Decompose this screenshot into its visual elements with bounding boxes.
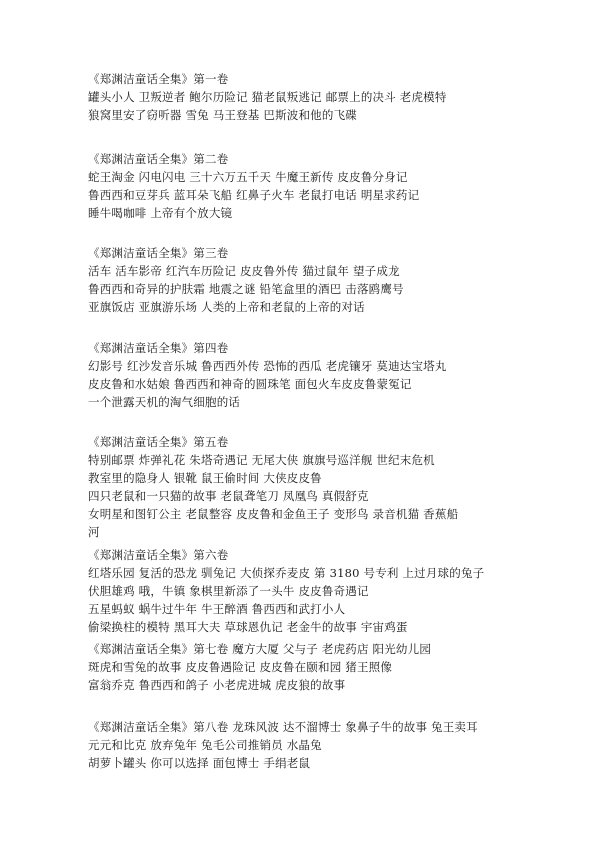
volume-2-line: 鲁西西和豆芽兵 蓝耳朵飞船 红鼻子火车 老鼠打电话 明星求药记 xyxy=(88,188,420,202)
volume-3-heading: 《郑渊洁童话全集》第三卷 xyxy=(88,246,229,260)
volume-4-line: 皮皮鲁和水姑娘 鲁西西和神奇的圆珠笔 面包火车皮皮鲁蒙冤记 xyxy=(88,377,412,391)
volume-5-line: 教室里的隐身人 银靴 鼠王偷时间 大侠皮皮鲁 xyxy=(88,471,322,485)
volume-7-heading: 《郑渊洁童话全集》第七卷 魔方大厦 父与子 老虎药店 阳光幼儿园 xyxy=(88,642,432,656)
volume-6-line: 伏胆雄鸡 哦，牛镇 象棋里新添了一头牛 皮皮鲁奇遇记 xyxy=(88,584,369,598)
volume-1-line: 狼窝里安了窃听器 雪兔 马王登基 巴斯波和他的飞碟 xyxy=(88,108,357,122)
volume-3-line: 活车 活车影帝 红汽车历险记 皮皮鲁外传 猫过鼠年 望子成龙 xyxy=(88,264,400,278)
volume-6-heading: 《郑渊洁童话全集》第六卷 xyxy=(88,548,229,562)
volume-1-heading: 《郑渊洁童话全集》第一卷 xyxy=(88,72,229,86)
volume-8-line: 元元和比克 放弃兔年 兔毛公司推销员 水晶兔 xyxy=(88,738,322,752)
volume-3-line: 亚旗饭店 亚旗游乐场 人类的上帝和老鼠的上帝的对话 xyxy=(88,300,365,314)
volume-5-heading: 《郑渊洁童话全集》第五卷 xyxy=(88,435,229,449)
volume-5-line: 女明星和图钉公主 老鼠整容 皮皮鲁和金鱼王子 变形鸟 录音机猫 香蕉船 xyxy=(88,507,459,521)
volume-6-line: 红塔乐园 复活的恐龙 驯兔记 大侦探乔麦皮 第 3180 号专利 上过月球的兔子 xyxy=(88,566,485,580)
volume-2-heading: 《郑渊洁童话全集》第二卷 xyxy=(88,152,229,166)
volume-5-line: 特别邮票 炸弹礼花 朱塔奇遇记 无尾大侠 旗旗号巡洋舰 世纪末危机 xyxy=(88,453,435,467)
volume-4-line: 幻影号 红沙发音乐城 鲁西西外传 恐怖的西瓜 老虎镶牙 莫迪达宝塔丸 xyxy=(88,359,447,373)
volume-4-heading: 《郑渊洁童话全集》第四卷 xyxy=(88,341,229,355)
volume-2-line: 蛇王淘金 闪电闪电 三十六万五千天 牛魔王新传 皮皮鲁分身记 xyxy=(88,170,408,184)
volume-6-line: 五星蚂蚁 蜗牛过牛年 牛王醉酒 鲁西西和武打小人 xyxy=(88,602,346,616)
volume-4-line: 一个泄露天机的淘气细胞的话 xyxy=(88,395,241,409)
volume-7-line: 富翁乔克 鲁西西和鸽子 小老虎进城 虎皮狼的故事 xyxy=(88,678,346,692)
volume-7-line: 斑虎和雪兔的故事 皮皮鲁遇险记 皮皮鲁在颐和园 猪王照像 xyxy=(88,660,393,674)
volume-5-line: 河 xyxy=(88,525,100,539)
volume-5-line: 四只老鼠和一只猫的故事 老鼠聋笔刀 凤凰鸟 真假舒克 xyxy=(88,489,369,503)
volume-2-line: 睡牛喝咖啡 上帝有个放大镜 xyxy=(88,206,233,220)
volume-8-line: 胡萝卜罐头 你可以选择 面包博士 手绢老鼠 xyxy=(88,756,311,770)
volume-1-line: 罐头小人 卫叛逆者 鲍尔历险记 猫老鼠叛逃记 邮票上的决斗 老虎模特 xyxy=(88,90,447,104)
volume-6-line: 偷梁换柱的模特 黑耳大夫 草球恩仇记 老金牛的故事 宇宙鸡蛋 xyxy=(88,620,408,634)
volume-3-line: 鲁西西和奇异的护肤霜 地震之谜 铅笔盒里的酒巴 击落鸥鹰号 xyxy=(88,282,404,296)
volume-8-heading: 《郑渊洁童话全集》第八卷 龙珠风波 达不溜博士 象鼻子牛的故事 兔王卖耳 xyxy=(88,720,478,734)
